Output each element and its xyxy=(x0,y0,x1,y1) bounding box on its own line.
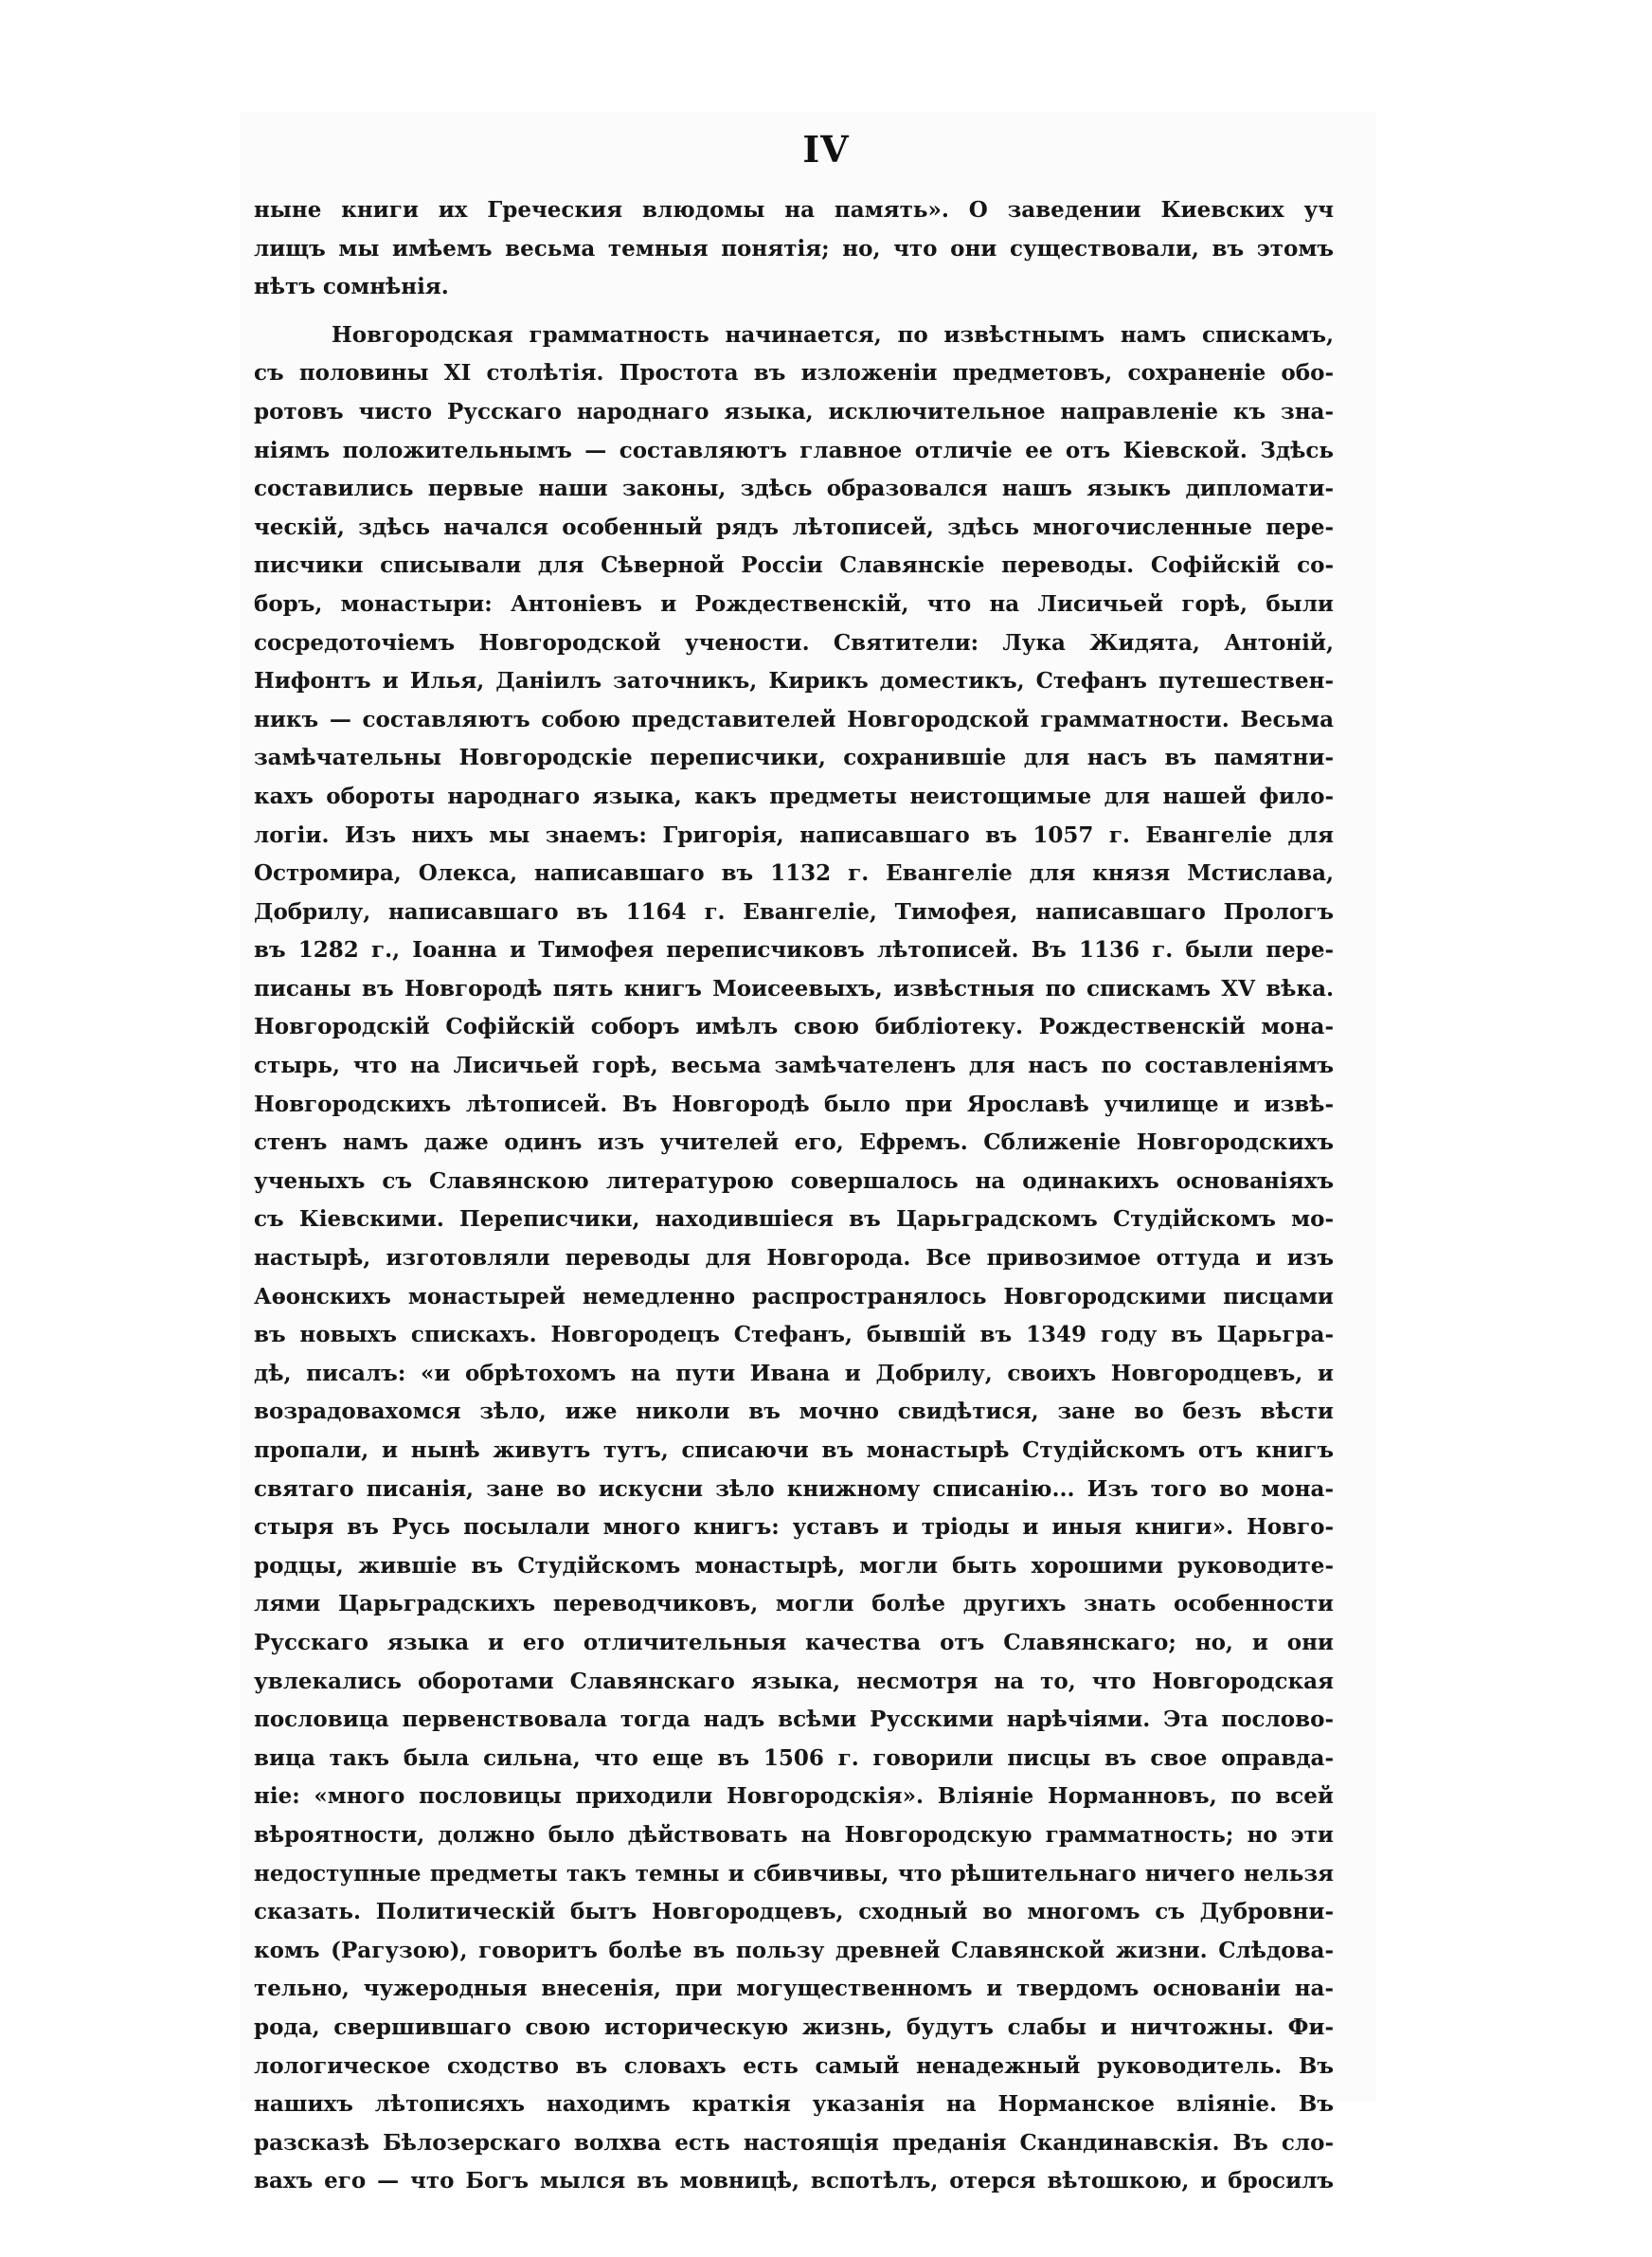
text-line: пословица первенствовала тогда надъ всѣми Русскими нарѣчіями. Эта послово- xyxy=(254,1706,1334,1733)
text-line: никъ — составляютъ собою представителей Новгородской грамматности. Весьма xyxy=(254,706,1334,732)
text-line: дѣ, писалъ: «и обрѣтохомъ на пути Ивана и Добрилу, своихъ Новгородцевъ, и xyxy=(254,1360,1334,1386)
text-line: лищъ мы имѣемъ весьма темныя понятія; но, что они существовали, въ этомъ xyxy=(254,235,1334,262)
text-line: ческій, здѣсь начался особенный рядъ лѣтописей, здѣсь многочисленные пере- xyxy=(254,514,1334,540)
text-line: тельно, чужеродныя внесенія, при могущественномъ и твердомъ основаніи на- xyxy=(254,1976,1334,2002)
text-line: въ 1282 г., Іоанна и Тимофея переписчиковъ лѣтописей. Въ 1136 г. были пере- xyxy=(254,937,1334,964)
text-line: настырѣ, изготовляли переводы для Новгорода. Все привозимое оттуда и изъ xyxy=(254,1245,1334,1272)
text-line: нашихъ лѣтописяхъ находимъ краткія указанія на Норманское вліяніе. Въ xyxy=(254,2091,1334,2118)
text-line: логіи. Изъ нихъ мы знаемъ: Григорія, написавшаго въ 1057 г. Евангеліе для xyxy=(254,822,1334,848)
text-line: недоступные предметы такъ темны и сбивчивы, что рѣшительнаго ничего нельзя xyxy=(254,1860,1334,1887)
text-line: составились первые наши законы, здѣсь образовался нашъ языкъ дипломати- xyxy=(254,476,1334,502)
page-number: IV xyxy=(802,128,850,171)
text-line: вѣроятности, должно было дѣйствовать на Новгородскую грамматность; но эти xyxy=(254,1821,1334,1848)
text-line: боръ, монастыри: Антоніевъ и Рождественскій, что на Лисичьей горѣ, были xyxy=(254,590,1334,617)
text-line: лологическое сходство въ словахъ есть самый ненадежный руководитель. Въ xyxy=(254,2052,1334,2079)
body-text xyxy=(254,191,1334,2201)
text-line: сказать. Политическій бытъ Новгородцевъ, сходный во многомъ съ Дубровни- xyxy=(254,1899,1334,1925)
text-line: ніе: «много пословицы приходили Новгородскія». Вліяніе Норманновъ, по всей xyxy=(254,1783,1334,1810)
text-line: Новгородскій Софійскій соборъ имѣлъ свою библіотеку. Рождественскій мона- xyxy=(254,1014,1334,1040)
text-line: сосредоточіемъ Новгородской учености. Святители: Лука Жидята, Антоній, xyxy=(254,629,1334,656)
text-line: лями Царьградскихъ переводчиковъ, могли болѣе другихъ знать особенности xyxy=(254,1591,1334,1617)
text-line: стыря въ Русь посылали много книгъ: уставъ и тріоды и иныя книги». Новго- xyxy=(254,1514,1334,1541)
text-line: пропали, и нынѣ живутъ тутъ, списаючи въ монастырѣ Студійскомъ отъ книгъ xyxy=(254,1437,1334,1463)
text-line: стырь, что на Лисичьей горѣ, весьма замѣчателенъ для насъ по составленіямъ xyxy=(254,1053,1334,1079)
text-line: ныне книги их Греческия влюдомы на память». О заведении Киевских уч xyxy=(254,197,1334,223)
text-line: писчики списывали для Сѣверной Россіи Славянскіе переводы. Софійскій со- xyxy=(254,552,1334,579)
text-line: стенъ намъ даже одинъ изъ учителей его, Ефремъ. Сближеніе Новгородскихъ xyxy=(254,1129,1334,1156)
text-line: разсказѣ Бѣлозерскаго волхва есть настоящія преданія Скандинавскія. Въ сло- xyxy=(254,2129,1334,2156)
text-line: писаны въ Новгородѣ пять книгъ Моисеевыхъ, извѣстныя по спискамъ XV вѣка. xyxy=(254,975,1334,1002)
text-line: Нифонтъ и Илья, Даніилъ заточникъ, Кирикъ доместикъ, Стефанъ путешествен- xyxy=(254,668,1334,695)
paragraph-gap xyxy=(254,307,1334,316)
text-line: ученыхъ съ Славянскою литературою совершалось на одинакихъ основаніяхъ xyxy=(254,1167,1334,1194)
text-line: въ новыхъ спискахъ. Новгородецъ Стефанъ, бывшій въ 1349 году въ Царьгра- xyxy=(254,1322,1334,1348)
text-line: возрадовахомся зѣло, иже николи въ мочно свидѣтися, зане во безъ вѣсти xyxy=(254,1399,1334,1425)
text-line: Аѳонскихъ монастырей немедленно распространялось Новгородскими писцами xyxy=(254,1283,1334,1309)
text-line: кахъ обороты народнаго языка, какъ предметы неистощимые для нашей фило- xyxy=(254,783,1334,809)
text-line: вица такъ была сильна, что еще въ 1506 г. говорили писцы въ свое оправда- xyxy=(254,1744,1334,1771)
text-line: Остромира, Олекса, написавшаго въ 1132 г. Евангеліе для князя Мстислава, xyxy=(254,860,1334,887)
text-line: съ половины XI столѣтія. Простота въ изложеніи предметовъ, сохраненіе обо- xyxy=(254,360,1334,387)
text-line: ніямъ положительнымъ — составляютъ главное отличіе ее отъ Кіевской. Здѣсь xyxy=(254,437,1334,463)
text-line: Добрилу, написавшаго въ 1164 г. Евангеліе, Тимофея, написавшаго Прологъ xyxy=(254,898,1334,925)
text-line: съ Кіевскими. Переписчики, находившіеся въ Царьградскомъ Студійскомъ мо- xyxy=(254,1206,1334,1233)
text-line: ротовъ чисто Русскаго народнаго языка, исключительное направленіе къ зна- xyxy=(254,398,1334,424)
text-line: святаго писанія, зане во искусни зѣло книжному списанію... Изъ того во мона- xyxy=(254,1475,1334,1502)
text-line: увлекались оборотами Славянскаго языка, несмотря на то, что Новгородская xyxy=(254,1668,1334,1694)
text-line: родцы, жившіе въ Студійскомъ монастырѣ, могли быть хорошими руководите- xyxy=(254,1552,1334,1579)
text-line: комъ (Рагузою), говоритъ болѣе въ пользу древней Славянской жизни. Слѣдова- xyxy=(254,1937,1334,1963)
text-line: рода, свершившаго свою историческую жизнь, будутъ слабы и ничтожны. Фи- xyxy=(254,2013,1334,2040)
text-line: вахъ его — что Богъ мылся въ мовницѣ, вспотѣлъ, отерся вѣтошкою, и бросилъ xyxy=(254,2168,1334,2194)
text-line: Русскаго языка и его отличительныя качества отъ Славянскаго; но, и они xyxy=(254,1629,1334,1655)
text-line: замѣчательны Новгородскіе переписчики, сохранившіе для насъ въ памятни- xyxy=(254,745,1334,771)
text-line: Новгородскихъ лѣтописей. Въ Новгородѣ было при Ярославѣ училище и извѣ- xyxy=(254,1091,1334,1117)
text-line: нѣтъ сомнѣнія. xyxy=(254,274,449,300)
text-line: Новгородская грамматность начинается, по извѣстнымъ намъ спискамъ, xyxy=(332,321,1334,348)
